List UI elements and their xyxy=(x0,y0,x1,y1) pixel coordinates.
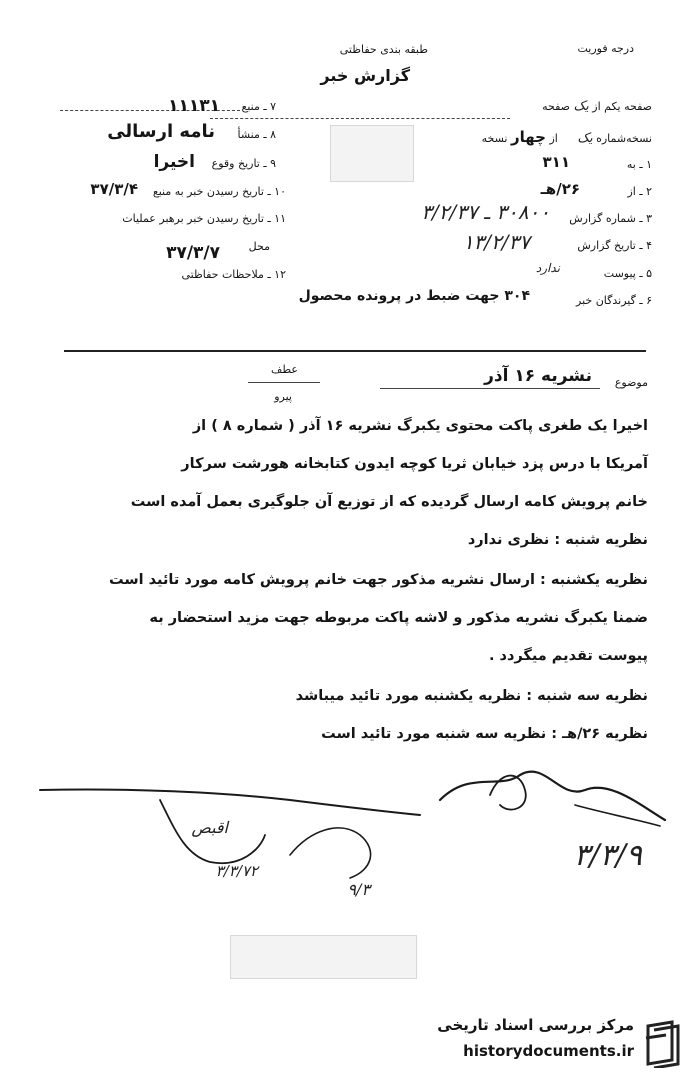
footer-org-name: مرکز بررسی اسناد تاریخی xyxy=(437,1016,634,1034)
subject-label: موضوع xyxy=(614,376,648,389)
field-2-label: ۲ ـ از xyxy=(627,185,652,198)
field-4-label: ۴ ـ تاریخ گزارش xyxy=(577,239,652,252)
field-5-label: ۵ ـ پیوست xyxy=(603,267,652,280)
body-line-3: خانم پرویش کامه ارسال گردیده که از توزیع آن جلوگیری بعمل آمده است xyxy=(130,494,648,510)
field-8-value: نامه ارسالی xyxy=(107,121,215,142)
copy-of: از xyxy=(549,132,558,145)
signature-left-stroke xyxy=(40,789,420,815)
footer-url: historydocuments.ir xyxy=(463,1042,634,1060)
field-10-label: ۱۰ ـ تاریخ رسیدن خبر به منبع xyxy=(152,185,286,198)
copy-label: نسخه‌شماره xyxy=(596,132,652,145)
classification-label: طبقه بندی حفاظتی xyxy=(339,43,428,56)
field-3-label: ۳ ـ شماره گزارش xyxy=(569,212,652,225)
copy-total: چهار xyxy=(510,128,546,146)
field-6-label: ۶ ـ گیرندگان خبر xyxy=(576,294,652,307)
body-line-2: آمریکا با درس پزد خیابان ثریا کوچه ایدون کتابخانه هورشت سرکار xyxy=(181,456,648,472)
signature-mid-curve xyxy=(290,828,371,878)
copy-suffix: نسخه xyxy=(481,132,508,145)
signature-left-date: ۳/۳/۷۲ xyxy=(215,862,258,880)
body-line-5: نظریه یکشنبه : ارسال نشریه مذکور جهت خانم پرویش کامه مورد تائید است xyxy=(109,572,648,588)
priority-label: درجه فوریت xyxy=(577,42,634,55)
body-line-7: پیوست تقدیم میگردد . xyxy=(488,648,648,664)
field-6-value: ۳۰۴ جهت ضبط در پرونده محصول xyxy=(298,288,530,304)
report-title: گزارش خبر xyxy=(320,66,410,85)
page-label: صفحه یکم از xyxy=(592,100,652,113)
body-line-1: اخیرا یک طغری پاکت محتوی یکبرگ نشریه ۱۶ آذر ( شماره ۸ ) از xyxy=(192,418,648,434)
body-line-6: ضمنا یکبرگ نشریه مذکور و لاشه پاکت مربوطه جهت مزید استحضار به xyxy=(149,610,648,626)
body-line-9: نظریه ۲۶/هـ : نظریه سه شنبه مورد تائید است xyxy=(321,726,648,742)
reference-label: عطف xyxy=(271,363,298,376)
body-line-8: نظریه سه شنبه : نظریه یکشنبه مورد تائید میباشد xyxy=(295,688,648,704)
subject-value: نشریه ۱۶ آذر xyxy=(484,366,592,386)
field-8-label: ۸ ـ منشأ xyxy=(237,128,276,141)
signature-mid-date: ۹/۳ xyxy=(347,880,370,899)
field-1-label: ۱ ـ به xyxy=(626,158,652,171)
field-9-value: اخیرا xyxy=(153,152,195,172)
field-1-value: ۳۱۱ xyxy=(542,153,570,171)
place-label: محل xyxy=(248,240,270,253)
page-value: یک xyxy=(573,99,589,114)
copy-value: یک xyxy=(577,131,593,146)
body-line-4: نظریه شنبه : نظری ندارد xyxy=(467,532,648,548)
attachment-label: پیرو xyxy=(274,390,292,403)
field-7-label: ۷ ـ منبع xyxy=(241,100,276,113)
field-5-value: ندارد xyxy=(535,261,560,275)
field-2-value: ۲۶/هـ xyxy=(540,180,580,198)
signature-right-date: ۳/۳/۹ xyxy=(573,838,642,873)
field-7-value: ۱۱۱۳۱ xyxy=(168,96,220,116)
field-4-value: ۱۳/۲/۳۷ xyxy=(462,230,530,254)
archive-logo-icon xyxy=(642,1018,686,1068)
field-11-label: ۱۱ ـ تاریخ رسیدن خبر برهبر عملیات xyxy=(122,212,286,225)
field-11-value: ۳۷/۳/۷ xyxy=(166,243,220,263)
field-12-label: ۱۲ ـ ملاحظات حفاظتی xyxy=(181,268,286,281)
signature-right-scrawl xyxy=(440,772,665,820)
page-suffix: صفحه xyxy=(542,100,570,113)
signature-left-name: اقبص xyxy=(191,818,228,837)
field-3-value: ۳۰۸۰۰ ـ ۳/۲/۳۷ xyxy=(421,200,550,224)
field-10-value: ۳۷/۳/۴ xyxy=(90,180,138,198)
field-9-label: ۹ ـ تاریخ وقوع xyxy=(211,157,276,170)
